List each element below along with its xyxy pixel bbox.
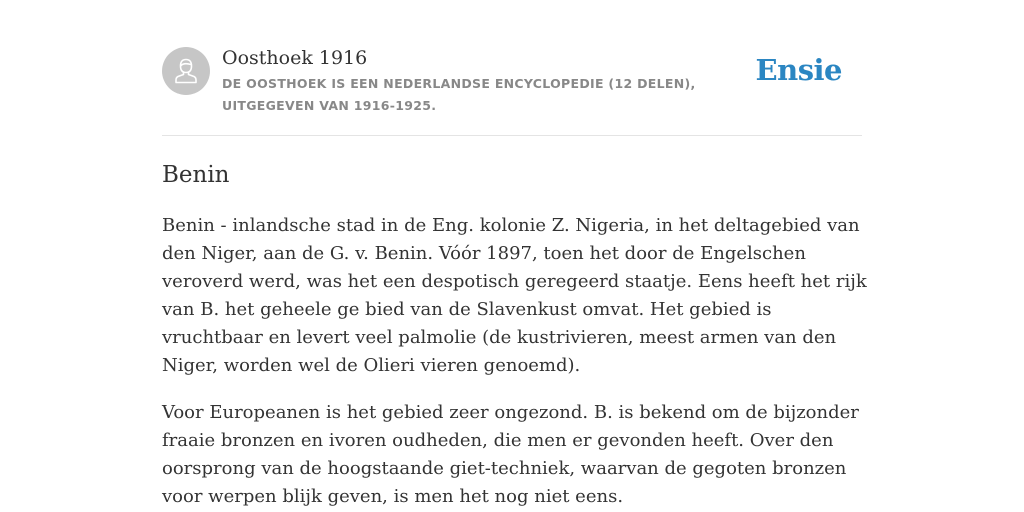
article-title: Benin bbox=[162, 162, 230, 188]
article-body bbox=[162, 212, 867, 512]
user-avatar-icon[interactable] bbox=[162, 47, 210, 95]
article-paragraph: Benin - inlandsche stad in de Eng. kolonie Z. Nigeria, in het deltagebied van den Niger, aan de G. v. Benin. Vóór 1897, toen het door de Engelschen veroverd werd, was het een despotisch geregeerd staatje. Eens heeft het rijk van B. het geheele ge bied van de Slavenkust omvat. Het gebied is vruchtbaar en levert veel palmolie (de kustrivieren, meest armen van den Niger, worden wel de Olieri vieren genoemd). bbox=[162, 215, 867, 376]
article-paragraph: Voor Europeanen is het gebied zeer ongezond. B. is bekend om de bijzonder fraaie bronzen en ivoren oudheden, die men er gevonden heeft. Over den oorsprong van de hoogstaande giet-techniek, waarvan de gegoten bronzen voor werpen blijk geven, is men het nog niet eens. bbox=[162, 402, 859, 507]
source-title[interactable]: Oosthoek 1916 bbox=[222, 47, 368, 69]
header-divider bbox=[162, 135, 862, 136]
source-header bbox=[162, 46, 862, 116]
ensie-logo[interactable]: Ensie bbox=[755, 53, 842, 87]
source-description: DE OOSTHOEK IS EEN NEDERLANDSE ENCYCLOPEDIE (12 DELEN), UITGEGEVEN VAN 1916-1925. bbox=[222, 76, 696, 113]
